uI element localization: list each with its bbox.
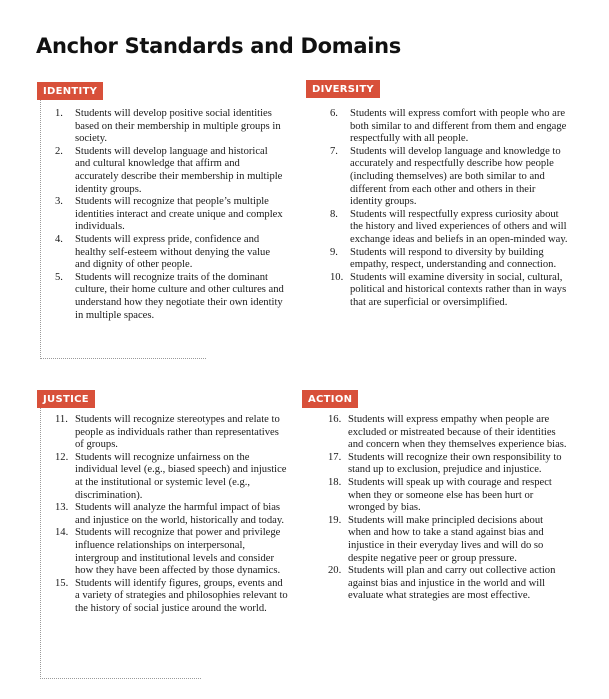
list-item: 7. Students will develop language and knowledge to accurately and respectfully describe how people (including themselves) are both similar to and different from each other and others in their identity groups. <box>330 145 561 208</box>
action-tag: ACTION <box>302 390 358 408</box>
list-item: 15. Students will identify figures, groups, events and a variety of strategies and philosophies relevant to the history of social justice around the world. <box>55 577 288 614</box>
list-item: 3. Students will recognize that people’s multiple identities interact and create unique and complex individuals. <box>55 196 283 233</box>
list-item: 10. Students will examine diversity in social, cultural, political and historical contexts rather than in ways that are superficial or oversimplified. <box>330 271 567 308</box>
diversity-tag: DIVERSITY <box>306 80 380 98</box>
list-item: 1. Students will develop positive social identities based on their membership in multiple groups in society. <box>55 108 281 145</box>
list-item: 19. Students will make principled decisions about when and how to take a stand against bias and injustice in their everyday lives and will do so despite negative peer or group pressure. <box>328 514 544 564</box>
list-item: 20. Students will plan and carry out collective action against bias and injustice in the world and will evaluate what strategies are most effective. <box>328 565 556 602</box>
list-item: 6. Students will express comfort with people who are both similar to and different from them and engage respectfully with all people. <box>330 108 567 145</box>
list-item: 18. Students will speak up with courage and respect when they or someone else has been hurt or wronged by bias. <box>328 476 552 514</box>
justice-list <box>55 414 290 616</box>
justice-tag: JUSTICE <box>37 390 95 408</box>
list-item: 8. Students will respectfully express curiosity about the history and lived experiences of others and will exchange ideas and beliefs in an open-minded way. <box>330 208 568 245</box>
list-item: 9. Students will respond to diversity by building empathy, respect, understanding and connection. <box>330 246 557 271</box>
list-item: 2. Students will develop language and historical and cultural knowledge that affirm and accurately describe their membership in multiple identity groups. <box>55 145 283 195</box>
list-item: 4. Students will express pride, confidence and healthy self-esteem without denying the value and dignity of other people. <box>55 233 271 271</box>
identity-list <box>55 108 285 322</box>
list-item: 11. Students will recognize stereotypes and relate to people as individuals rather than representatives of groups. <box>55 414 280 451</box>
list-item: 12. Students will recognize unfairness on the individual level (e.g., biased speech) and injustice at the institutional or systemic level (e.g., discrimination). <box>55 451 287 501</box>
list-item: 14. Students will recognize that power and privilege influence relationships on interpersonal, intergroup and institutional levels and consider how they have been affected by those dynamics. <box>55 527 281 577</box>
action-list <box>328 414 568 603</box>
identity-tag: IDENTITY <box>37 82 103 100</box>
list-item: 13. Students will analyze the harmful impact of bias and injustice on the world, historically and today. <box>55 502 285 526</box>
page-title: Anchor Standards and Domains <box>36 34 402 58</box>
list-item: 5. Students will recognize traits of the dominant culture, their home culture and other cultures and understand how they negotiate their own identity in multiple spaces. <box>55 271 284 321</box>
list-item: 17. Students will recognize their own responsibility to stand up to exclusion, prejudice and injustice. <box>328 451 562 476</box>
list-item: 16. Students will express empathy when people are excluded or mistreated because of their identities and concern when they themselves experience bias. <box>328 414 567 451</box>
diversity-list <box>330 108 570 310</box>
